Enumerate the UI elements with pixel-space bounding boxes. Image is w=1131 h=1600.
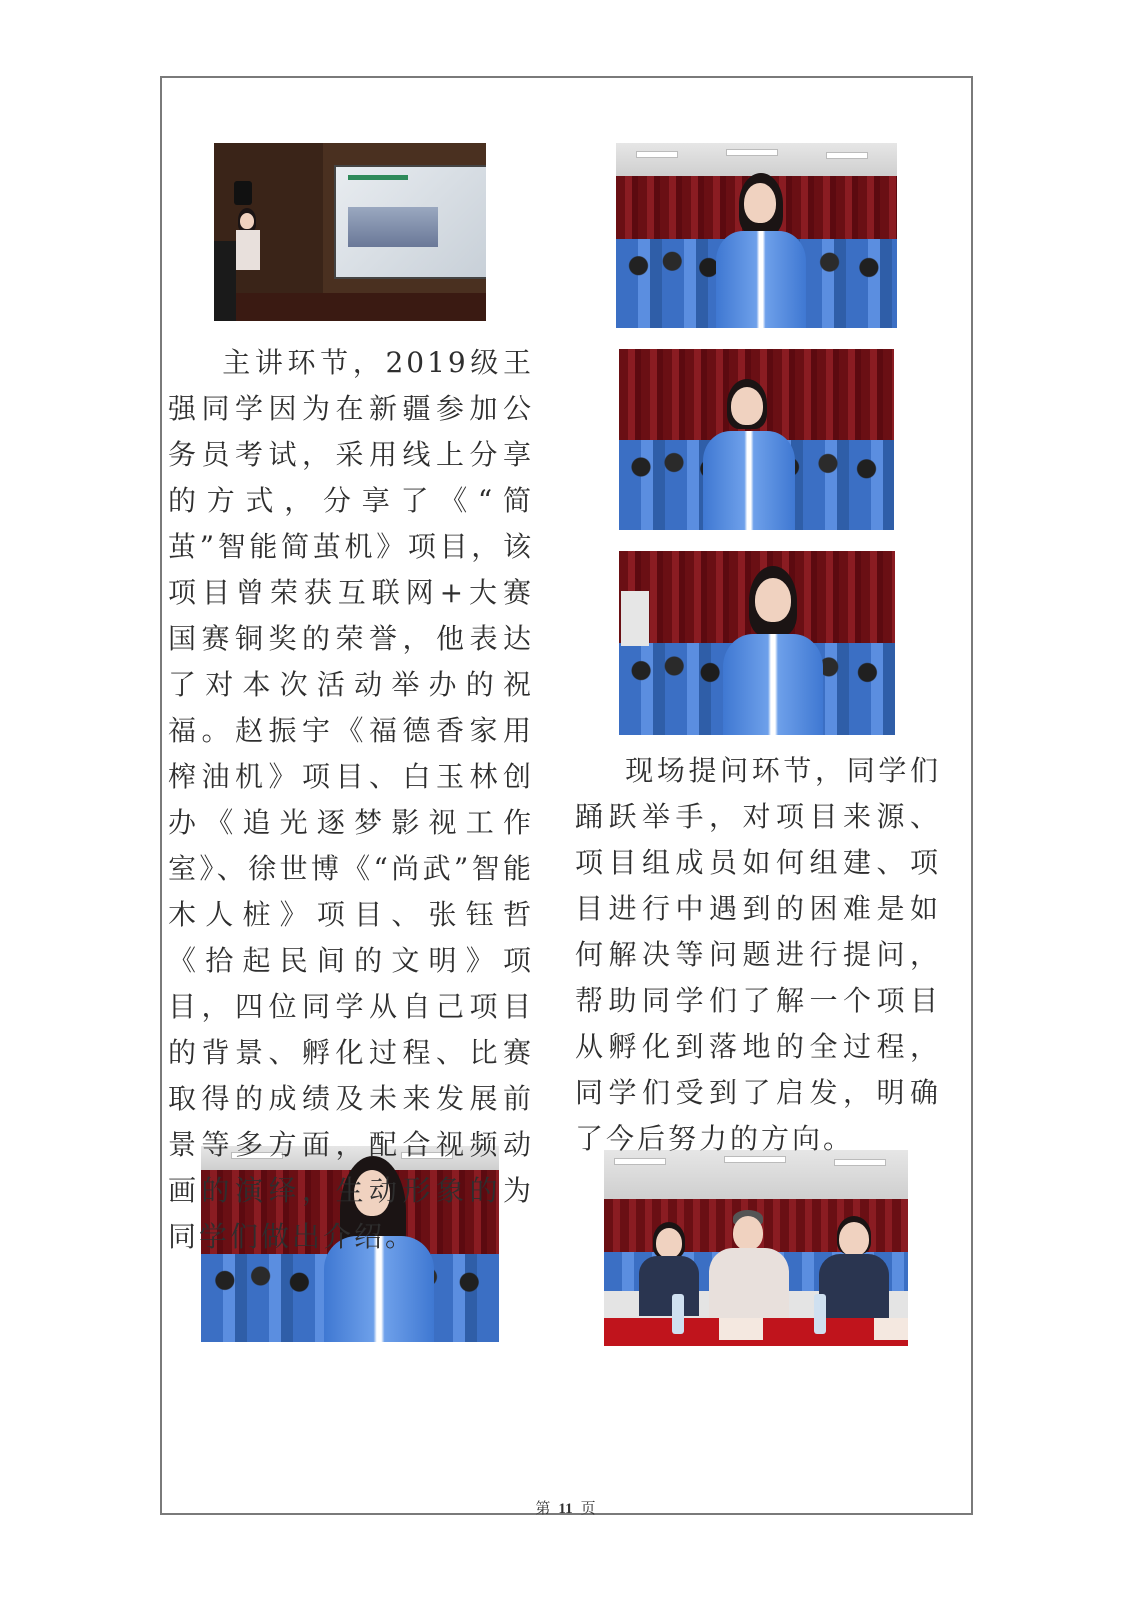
presentation-photo (214, 143, 486, 321)
question-photo-1 (616, 143, 897, 328)
name-card (874, 1318, 908, 1340)
guests-photo (604, 1150, 908, 1346)
left-paragraph: 主讲环节，2019级王强同学因为在新疆参加公务员考试，采用线上分享的方式，分享了《“简茧”智能简茧机》项目，该项目曾荣获互联网+大赛国赛铜奖的荣誉，他表达了对本次活动举办的祝福。赵振宇《福德香家用榨油机》项目、白玉林创办《追光逐梦影视工作室》、徐世博《“尚武”智能木人桩》项目、张钰哲《拾起民间的文明》项目，四位同学从自己项目的背景、孵化过程、比赛取得的成绩及未来发展前景等多方面，配合视频动画的演绎，生动形象的为同学们做出介绍。 (168, 346, 534, 1253)
page-number-suffix: 页 (580, 1501, 596, 1517)
standing-student (711, 173, 811, 328)
water-bottle (814, 1294, 826, 1334)
podium (214, 241, 236, 321)
standing-student (699, 379, 799, 529)
guest-left (639, 1222, 699, 1322)
water-bottle (672, 1294, 684, 1334)
question-photo-3 (619, 551, 895, 735)
standing-student (719, 566, 829, 735)
name-card (719, 1318, 763, 1340)
speaker-icon (234, 181, 252, 205)
guest-right (819, 1216, 889, 1326)
page-number-prefix: 第 (535, 1501, 551, 1517)
page-number (0, 1497, 1131, 1518)
right-paragraph: 现场提问环节，同学们踊跃举手，对项目来源、项目组成员如何组建、项目进行中遇到的困难是如何解决等问题进行提问，帮助同学们了解一个项目从孵化到落地的全过程，同学们受到了启发，明确了今后努力的方向。 (575, 754, 941, 1155)
guest-center (709, 1210, 789, 1330)
projection-screen (334, 165, 486, 279)
page-number-value: 11 (558, 1501, 573, 1517)
question-photo-2 (619, 349, 894, 530)
